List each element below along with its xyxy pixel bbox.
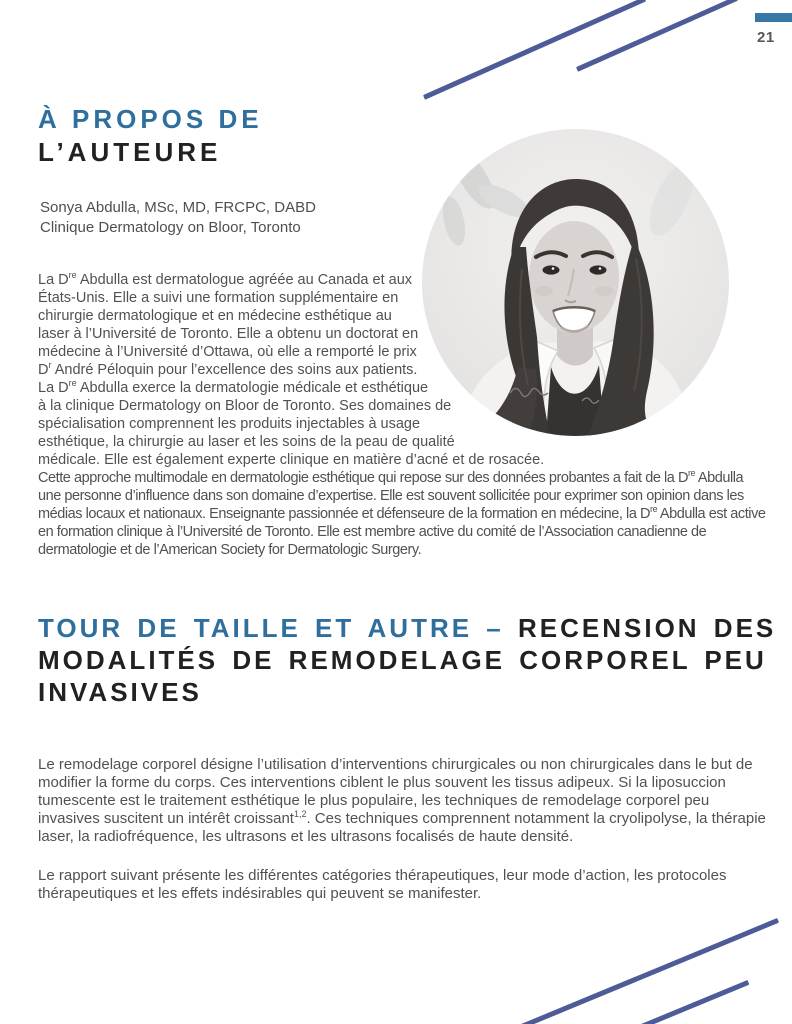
reference-marker: 1,2 bbox=[293, 809, 307, 819]
superscript: re bbox=[68, 270, 77, 281]
corner-accent-bar bbox=[755, 13, 792, 22]
bio-text: André Péloquin pour l’excellence des soins aux patients. La D bbox=[38, 362, 418, 396]
superscript: r bbox=[48, 360, 52, 371]
author-bio bbox=[38, 271, 769, 559]
bio-text: La D bbox=[38, 272, 69, 288]
bio-paragraph-2 bbox=[38, 469, 769, 559]
intro-text: Le remodelage corporel désigne l’utilisation d’interventions chirurgicales ou non chirurgicales dans le but de modifier la forme du corps. Ces interventions ciblent le plus souvent les tissus adipeux. Si la liposuccion tumescente est le traitement esthétique le plus populaire, les techniques de remodelage corporel peu invasives suscitent un intérêt croissant bbox=[38, 756, 753, 827]
intro-paragraph bbox=[38, 756, 775, 846]
author-credentials bbox=[40, 198, 316, 238]
article-heading-blue: TOUR DE TAILLE ET AUTRE – bbox=[38, 613, 518, 643]
diagonal-line-bottom-long bbox=[511, 918, 779, 1024]
summary-paragraph: Le rapport suivant présente les différentes catégories thérapeutiques, leur mode d’action, les protocoles thérapeutiques et les effets indésirables qui peuvent se manifester. bbox=[38, 867, 727, 902]
bio-text: Abdulla est active en formation clinique à l’Université de Toronto. Elle est membre active du comité de l’Association canadienne de dermatologie et de l’American Society for Dermatologic Surgery. bbox=[38, 506, 766, 558]
author-affiliation: Clinique Dermatology on Bloor, Toronto bbox=[40, 219, 301, 236]
diagonal-line-bottom-short bbox=[631, 980, 749, 1024]
author-name: Sonya Abdulla, MSc, MD, FRCPC, DABD bbox=[40, 199, 316, 216]
page-number: 21 bbox=[757, 29, 775, 46]
author-portrait-image bbox=[422, 129, 729, 436]
about-heading-line2: L’AUTEURE bbox=[38, 137, 222, 167]
article-heading-dark: RECENSION DES MODALITÉS DE REMODELAGE CORPOREL PEU INVASIVES bbox=[38, 613, 777, 707]
about-heading bbox=[38, 103, 263, 169]
diagonal-line-top-short bbox=[576, 0, 738, 72]
bio-text: Abdulla une personne d’influence dans son domaine d’expertise. Elle est souvent sollicitée pour exprimer son opinion dans les médias locaux et nationaux. Enseignante passionnée et défenseure de la formation en médecine, la D bbox=[38, 470, 744, 522]
superscript: re bbox=[68, 378, 77, 389]
bio-text: Cette approche multimodale en dermatologie esthétique qui repose sur des données probantes a fait de la D bbox=[38, 470, 688, 486]
bio-text: Abdulla exerce la dermatologie médicale et esthétique à la clinique Dermatology on Bloor de Toronto. Ses domaines de spécialisation comprennent les produits injectables à usage esthétique, la chirurgie au laser et les soins de la peau de qualité médicale. Elle est également experte clinique en matière d’acné et de rosacée. bbox=[38, 380, 545, 468]
superscript: re bbox=[650, 504, 658, 515]
about-heading-line1: À PROPOS DE bbox=[38, 104, 263, 134]
bio-text: Abdulla est dermatologue agréée au Canada et aux États-Unis. Elle a suivi une formation supplémentaire en chirurgie dermatologique et en médecine esthétique au laser à l’Université de Toronto. Elle a obtenu un doctorat en médecine à l’Université d’Ottawa, où elle a remporté le prix D bbox=[38, 272, 419, 378]
superscript: re bbox=[688, 468, 696, 479]
intro-text: . Ces techniques comprennent notamment la cryolipolyse, la thérapie laser, la radiofréquence, les ultrasons et les ultrasons focalisés de haute densité. bbox=[38, 810, 766, 845]
article-heading bbox=[38, 612, 786, 708]
author-photo-float bbox=[422, 271, 769, 434]
